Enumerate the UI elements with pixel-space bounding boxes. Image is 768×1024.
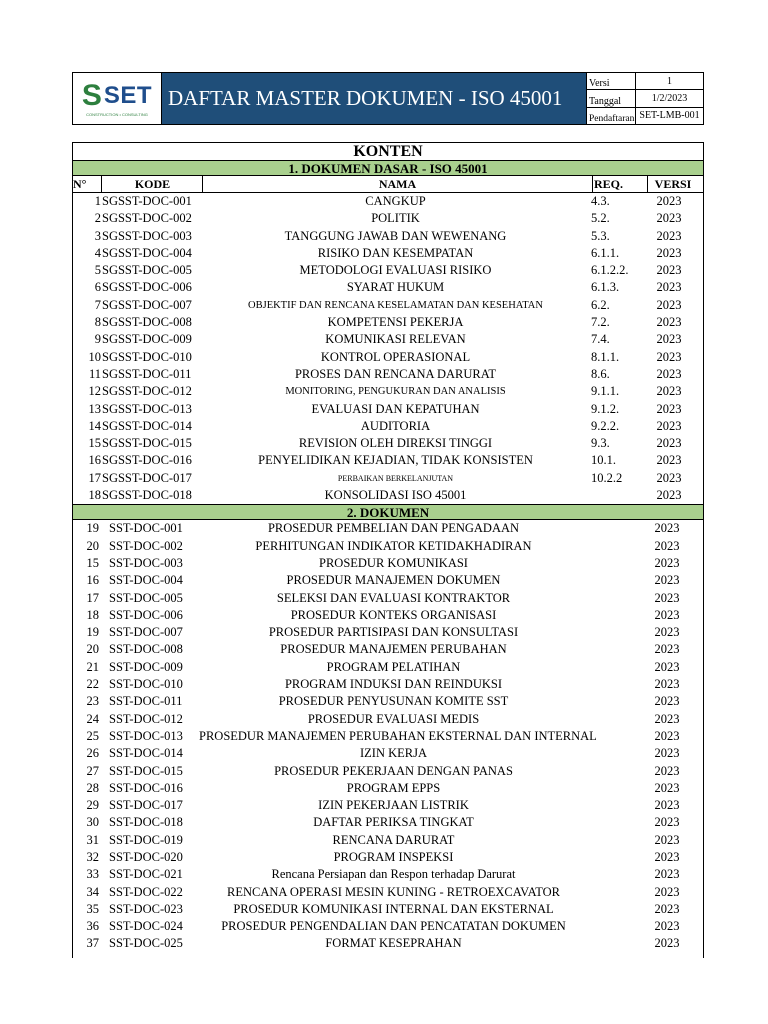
meta-label: Pendaftaran xyxy=(587,108,636,124)
row-kode: SST-DOC-009 xyxy=(109,659,183,674)
row-kode: SGSST-DOC-005 xyxy=(102,263,192,278)
logo-s-icon: S xyxy=(81,78,102,112)
row-kode: SST-DOC-015 xyxy=(109,763,183,778)
row-nama: KONTROL OPERASIONAL xyxy=(320,349,471,364)
table-row xyxy=(73,832,703,849)
row-nama: REVISION OLEH DIREKSI TINGGI xyxy=(298,436,493,451)
row-nama: KONSOLIDASI ISO 45001 xyxy=(324,488,467,503)
row-nama: PROSEDUR KONTEKS ORGANISASI xyxy=(290,607,497,622)
row-req xyxy=(588,711,642,728)
table-row xyxy=(73,520,703,537)
row-req xyxy=(588,884,642,901)
row-versi: 2023 xyxy=(656,488,682,503)
row-kode: SST-DOC-011 xyxy=(109,694,183,709)
row-versi: 2023 xyxy=(654,711,680,726)
row-versi: 2023 xyxy=(654,849,680,864)
row-kode: SST-DOC-016 xyxy=(109,780,183,795)
row-number: 9 xyxy=(94,332,101,347)
row-req xyxy=(588,538,642,555)
row-versi: 2023 xyxy=(656,453,682,468)
row-req: 9.1.1. xyxy=(591,384,620,399)
row-number: 31 xyxy=(86,832,99,847)
row-req xyxy=(588,918,642,935)
row-versi: 2023 xyxy=(654,728,680,743)
row-versi: 2023 xyxy=(654,607,680,622)
row-nama: Rencana Persiapan dan Respon terhadap Darurat xyxy=(271,867,516,882)
row-number: 23 xyxy=(86,694,99,709)
row-versi: 2023 xyxy=(654,521,680,536)
row-versi: 2023 xyxy=(656,418,682,433)
row-req xyxy=(588,797,642,814)
row-req: 9.2.2. xyxy=(591,418,620,433)
row-number: 8 xyxy=(94,315,101,330)
row-kode: SST-DOC-014 xyxy=(109,746,183,761)
table-row xyxy=(73,884,703,901)
row-kode: SST-DOC-022 xyxy=(109,884,183,899)
row-number: 17 xyxy=(88,470,101,485)
table-row xyxy=(73,849,703,866)
row-kode: SST-DOC-017 xyxy=(109,798,183,813)
col-nama-header: NAMA xyxy=(203,176,593,192)
row-versi: 2023 xyxy=(654,746,680,761)
row-kode: SGSST-DOC-013 xyxy=(102,401,192,416)
row-req xyxy=(588,607,642,624)
row-nama: OBJEKTIF DAN RENCANA KESELAMATAN DAN KESEHATAN xyxy=(248,299,543,311)
row-req xyxy=(588,866,642,883)
row-req: 5.2. xyxy=(591,211,610,226)
row-kode: SST-DOC-013 xyxy=(109,728,183,743)
row-versi: 2023 xyxy=(654,573,680,588)
row-req xyxy=(588,745,642,762)
row-versi: 2023 xyxy=(654,677,680,692)
table-row xyxy=(73,297,703,314)
meta-versi xyxy=(587,73,703,90)
table-row xyxy=(73,572,703,589)
table-row xyxy=(73,918,703,935)
row-versi: 2023 xyxy=(656,245,682,260)
section-2-rows xyxy=(73,520,703,952)
table-row xyxy=(73,452,703,469)
row-nama: PROSES DAN RENCANA DARURAT xyxy=(294,366,497,381)
row-number: 37 xyxy=(86,936,99,951)
row-versi: 2023 xyxy=(656,384,682,399)
row-number: 25 xyxy=(86,728,99,743)
row-kode: SST-DOC-006 xyxy=(109,607,183,622)
row-nama: PROSEDUR PENGENDALIAN DAN PENCATATAN DOKUMEN xyxy=(221,919,566,934)
row-number: 16 xyxy=(88,453,101,468)
row-req: 6.1.2.2. xyxy=(591,263,629,278)
row-nama: PROGRAM INDUKSI DAN REINDUKSI xyxy=(284,677,503,692)
table-row xyxy=(73,676,703,693)
document-meta xyxy=(587,73,703,124)
row-number: 5 xyxy=(94,263,101,278)
row-nama: EVALUASI DAN KEPATUHAN xyxy=(311,401,480,416)
row-number: 22 xyxy=(86,677,99,692)
row-req xyxy=(588,849,642,866)
company-logo xyxy=(73,73,162,124)
table-row xyxy=(73,383,703,400)
row-number: 29 xyxy=(86,798,99,813)
table-row xyxy=(73,487,703,504)
row-req: 8.6. xyxy=(591,366,610,381)
row-req: 10.1. xyxy=(591,453,616,468)
table-row xyxy=(73,590,703,607)
row-number: 21 xyxy=(86,659,99,674)
row-kode: SST-DOC-007 xyxy=(109,625,183,640)
row-versi: 2023 xyxy=(656,211,682,226)
logo-subtext: CONSTRUCTION • CONSULTING xyxy=(86,111,148,117)
table-row xyxy=(73,470,703,487)
row-nama: KOMUNIKASI RELEVAN xyxy=(325,332,466,347)
table-row xyxy=(73,901,703,918)
section-1-header: 1. DOKUMEN DASAR - ISO 45001 xyxy=(73,160,703,176)
row-number: 24 xyxy=(86,711,99,726)
content-title: KONTEN xyxy=(353,143,423,160)
row-versi: 2023 xyxy=(656,332,682,347)
row-number: 6 xyxy=(94,280,101,295)
row-req: 6.1.1. xyxy=(591,245,620,260)
row-req: 6.1.3. xyxy=(591,280,620,295)
row-number: 32 xyxy=(86,849,99,864)
table-row xyxy=(73,538,703,555)
row-nama: AUDITORIA xyxy=(360,418,431,433)
row-nama: RENCANA OPERASI MESIN KUNING - RETROEXCAVATOR xyxy=(226,884,561,899)
col-versi-header: VERSI xyxy=(654,177,692,191)
document-header xyxy=(72,72,704,125)
col-no-header: N° xyxy=(73,176,102,192)
row-versi: 2023 xyxy=(654,642,680,657)
table-row xyxy=(73,279,703,296)
row-req: 8.1.1. xyxy=(591,349,620,364)
row-nama: SYARAT HUKUM xyxy=(346,280,445,295)
row-nama: RISIKO DAN KESEMPATAN xyxy=(317,245,474,260)
row-nama: PROSEDUR MANAJEMEN DOKUMEN xyxy=(286,573,501,588)
row-versi: 2023 xyxy=(654,780,680,795)
col-req-header: REQ. xyxy=(593,176,648,192)
section-1-rows xyxy=(73,193,703,504)
row-req xyxy=(588,935,642,952)
table-row xyxy=(73,262,703,279)
row-kode: SST-DOC-003 xyxy=(109,555,183,570)
row-number: 13 xyxy=(88,401,101,416)
row-nama: PROSEDUR KOMUNIKASI INTERNAL DAN EKSTERNAL xyxy=(233,901,554,916)
row-kode: SGSST-DOC-001 xyxy=(102,194,192,208)
row-req xyxy=(588,901,642,918)
row-kode: SST-DOC-010 xyxy=(109,677,183,692)
row-req xyxy=(588,832,642,849)
table-row xyxy=(73,797,703,814)
row-number: 10 xyxy=(88,349,101,364)
row-kode: SST-DOC-008 xyxy=(109,642,183,657)
row-versi: 2023 xyxy=(656,349,682,364)
row-req: 7.2. xyxy=(591,315,610,330)
row-number: 17 xyxy=(86,590,99,605)
row-req xyxy=(588,676,642,693)
row-req xyxy=(588,763,642,780)
row-number: 20 xyxy=(86,642,99,657)
row-nama: PROGRAM EPPS xyxy=(346,780,441,795)
document-table xyxy=(72,142,704,958)
row-nama: PROSEDUR MANAJEMEN PERUBAHAN EKSTERNAL DAN INTERNAL xyxy=(199,728,597,743)
row-kode: SGSST-DOC-010 xyxy=(102,349,192,364)
row-number: 35 xyxy=(86,901,99,916)
row-nama: POLITIK xyxy=(371,211,420,226)
row-kode: SST-DOC-004 xyxy=(109,573,183,588)
row-number: 28 xyxy=(86,780,99,795)
row-number: 3 xyxy=(94,228,101,243)
col-kode-header: KODE xyxy=(102,176,203,192)
row-versi: 2023 xyxy=(656,315,682,330)
row-req: 9.1.2. xyxy=(591,401,620,416)
row-number: 2 xyxy=(94,211,101,226)
row-number: 14 xyxy=(88,418,101,433)
table-row xyxy=(73,745,703,762)
table-row xyxy=(73,935,703,952)
row-nama: CANGKUP xyxy=(365,194,426,208)
row-nama: PROSEDUR PEMBELIAN DAN PENGADAAN xyxy=(267,521,520,536)
row-nama: MONITORING, PENGUKURAN DAN ANALISIS xyxy=(285,386,506,398)
row-versi: 2023 xyxy=(656,263,682,278)
row-kode: SST-DOC-020 xyxy=(109,849,183,864)
table-row xyxy=(73,555,703,572)
column-header-row xyxy=(73,176,703,193)
meta-label: Tanggal xyxy=(587,90,636,106)
row-req: 9.3. xyxy=(591,436,610,451)
row-nama: KOMPETENSI PEKERJA xyxy=(327,315,464,330)
row-kode: SGSST-DOC-014 xyxy=(102,418,192,433)
document-title: DAFTAR MASTER DOKUMEN - ISO 45001 xyxy=(162,73,587,124)
row-versi: 2023 xyxy=(654,936,680,951)
table-row xyxy=(73,728,703,745)
row-req: 7.4. xyxy=(591,332,610,347)
logo-text: SET xyxy=(103,81,153,109)
row-nama: DAFTAR PERIKSA TINGKAT xyxy=(313,815,474,830)
table-row xyxy=(73,418,703,435)
table-row xyxy=(73,866,703,883)
row-nama: PERHITUNGAN INDIKATOR KETIDAKHADIRAN xyxy=(255,538,532,553)
row-versi: 2023 xyxy=(654,919,680,934)
row-req xyxy=(588,624,642,641)
row-versi: 2023 xyxy=(654,625,680,640)
row-number: 12 xyxy=(88,384,101,399)
row-nama: PROSEDUR MANAJEMEN PERUBAHAN xyxy=(280,642,507,657)
table-row xyxy=(73,401,703,418)
row-versi: 2023 xyxy=(654,538,680,553)
row-nama: PROSEDUR PENYUSUNAN KOMITE SST xyxy=(278,694,509,709)
row-kode: SGSST-DOC-008 xyxy=(102,315,192,330)
row-kode: SGSST-DOC-018 xyxy=(102,488,192,503)
row-versi: 2023 xyxy=(654,798,680,813)
row-versi: 2023 xyxy=(654,815,680,830)
row-versi: 2023 xyxy=(654,763,680,778)
row-kode: SST-DOC-012 xyxy=(109,711,183,726)
row-nama: RENCANA DARURAT xyxy=(332,832,455,847)
row-kode: SST-DOC-025 xyxy=(109,936,183,951)
meta-pendaftaran xyxy=(587,108,703,124)
row-number: 30 xyxy=(86,815,99,830)
row-kode: SGSST-DOC-015 xyxy=(102,436,192,451)
row-req: 4.3. xyxy=(591,194,610,208)
table-row xyxy=(73,435,703,452)
row-versi: 2023 xyxy=(656,280,682,295)
table-row xyxy=(73,780,703,797)
row-req xyxy=(588,693,642,710)
meta-tanggal xyxy=(587,90,703,107)
row-kode: SST-DOC-021 xyxy=(109,867,183,882)
row-number: 11 xyxy=(88,366,101,381)
row-number: 18 xyxy=(88,488,101,503)
row-nama: TANGGUNG JAWAB DAN WEWENANG xyxy=(284,228,507,243)
table-row xyxy=(73,763,703,780)
row-kode: SGSST-DOC-009 xyxy=(102,332,192,347)
table-row xyxy=(73,314,703,331)
row-versi: 2023 xyxy=(654,884,680,899)
row-req: 6.2. xyxy=(591,297,610,312)
row-kode: SGSST-DOC-016 xyxy=(102,453,192,468)
row-versi: 2023 xyxy=(654,659,680,674)
row-versi: 2023 xyxy=(654,901,680,916)
row-kode: SGSST-DOC-006 xyxy=(102,280,192,295)
row-kode: SST-DOC-023 xyxy=(109,901,183,916)
table-row xyxy=(73,659,703,676)
row-number: 27 xyxy=(86,763,99,778)
table-row xyxy=(73,228,703,245)
row-req xyxy=(588,590,642,607)
meta-value: 1 xyxy=(667,75,672,87)
table-row xyxy=(73,693,703,710)
table-row xyxy=(73,641,703,658)
meta-value: 1/2/2023 xyxy=(651,92,688,104)
table-row xyxy=(73,331,703,348)
row-kode: SST-DOC-019 xyxy=(109,832,183,847)
row-number: 16 xyxy=(86,573,99,588)
row-versi: 2023 xyxy=(654,555,680,570)
meta-value: SET-LMB-001 xyxy=(639,110,700,122)
row-req xyxy=(588,641,642,658)
table-row xyxy=(73,349,703,366)
row-number: 36 xyxy=(86,919,99,934)
row-req xyxy=(588,555,642,572)
row-nama: METODOLOGI EVALUASI RISIKO xyxy=(299,263,492,278)
table-row xyxy=(73,814,703,831)
row-nama: PROGRAM INSPEKSI xyxy=(333,849,454,864)
row-nama: IZIN KERJA xyxy=(359,746,427,761)
row-kode: SGSST-DOC-017 xyxy=(102,470,192,485)
row-versi: 2023 xyxy=(656,401,682,416)
row-req xyxy=(590,487,644,504)
row-kode: SGSST-DOC-004 xyxy=(102,245,192,260)
row-versi: 2023 xyxy=(656,228,682,243)
row-number: 34 xyxy=(86,884,99,899)
table-row xyxy=(73,366,703,383)
row-req: 5.3. xyxy=(591,228,610,243)
row-req xyxy=(588,520,642,537)
table-row xyxy=(73,193,703,210)
row-kode: SGSST-DOC-007 xyxy=(102,297,192,312)
row-kode: SGSST-DOC-011 xyxy=(102,366,192,381)
table-row xyxy=(73,711,703,728)
row-req xyxy=(588,780,642,797)
row-number: 1 xyxy=(94,194,101,208)
row-nama: PROGRAM PELATIHAN xyxy=(326,659,461,674)
row-nama: IZIN PEKERJAAN LISTRIK xyxy=(318,798,469,813)
row-req xyxy=(588,728,642,745)
row-nama: PROSEDUR PARTISIPASI DAN KONSULTASI xyxy=(268,625,519,640)
row-kode: SST-DOC-005 xyxy=(109,590,183,605)
row-req xyxy=(588,572,642,589)
table-row xyxy=(73,624,703,641)
row-nama: FORMAT KESEPRAHAN xyxy=(325,936,462,951)
row-number: 18 xyxy=(86,607,99,622)
row-number: 19 xyxy=(86,521,99,536)
row-req xyxy=(588,659,642,676)
row-number: 33 xyxy=(86,867,99,882)
row-versi: 2023 xyxy=(654,867,680,882)
section-2-header: 2. DOKUMEN xyxy=(73,504,703,520)
row-req xyxy=(588,814,642,831)
row-nama: PROSEDUR EVALUASI MEDIS xyxy=(307,711,480,726)
row-versi: 2023 xyxy=(656,297,682,312)
row-number: 26 xyxy=(86,746,99,761)
row-kode: SST-DOC-018 xyxy=(109,815,183,830)
row-versi: 2023 xyxy=(656,436,682,451)
row-kode: SST-DOC-001 xyxy=(109,521,183,536)
row-nama: PROSEDUR KOMUNIKASI xyxy=(319,555,468,570)
row-versi: 2023 xyxy=(654,832,680,847)
row-versi: 2023 xyxy=(656,194,682,208)
row-versi: 2023 xyxy=(656,366,682,381)
row-kode: SGSST-DOC-012 xyxy=(102,384,192,399)
row-number: 19 xyxy=(86,625,99,640)
row-number: 7 xyxy=(94,297,101,312)
row-kode: SGSST-DOC-003 xyxy=(102,228,192,243)
meta-label: Versi xyxy=(587,73,636,89)
row-number: 20 xyxy=(86,538,99,553)
row-nama: PERBAIKAN BERKELANJUTAN xyxy=(337,473,454,483)
row-nama: SELEKSI DAN EVALUASI KONTRAKTOR xyxy=(276,590,511,605)
row-req: 10.2.2 xyxy=(591,470,623,485)
row-kode: SGSST-DOC-002 xyxy=(102,211,192,226)
row-nama: PENYELIDIKAN KEJADIAN, TIDAK KONSISTEN xyxy=(258,453,533,468)
table-row xyxy=(73,210,703,227)
row-number: 4 xyxy=(94,245,101,260)
row-nama: PROSEDUR PEKERJAAN DENGAN PANAS xyxy=(274,763,513,778)
table-row xyxy=(73,245,703,262)
row-versi: 2023 xyxy=(654,694,680,709)
row-kode: SST-DOC-002 xyxy=(109,538,183,553)
row-number: 15 xyxy=(88,436,101,451)
row-number: 15 xyxy=(86,555,99,570)
table-row xyxy=(73,607,703,624)
row-kode: SST-DOC-024 xyxy=(109,919,183,934)
row-versi: 2023 xyxy=(654,590,680,605)
row-versi: 2023 xyxy=(656,470,682,485)
